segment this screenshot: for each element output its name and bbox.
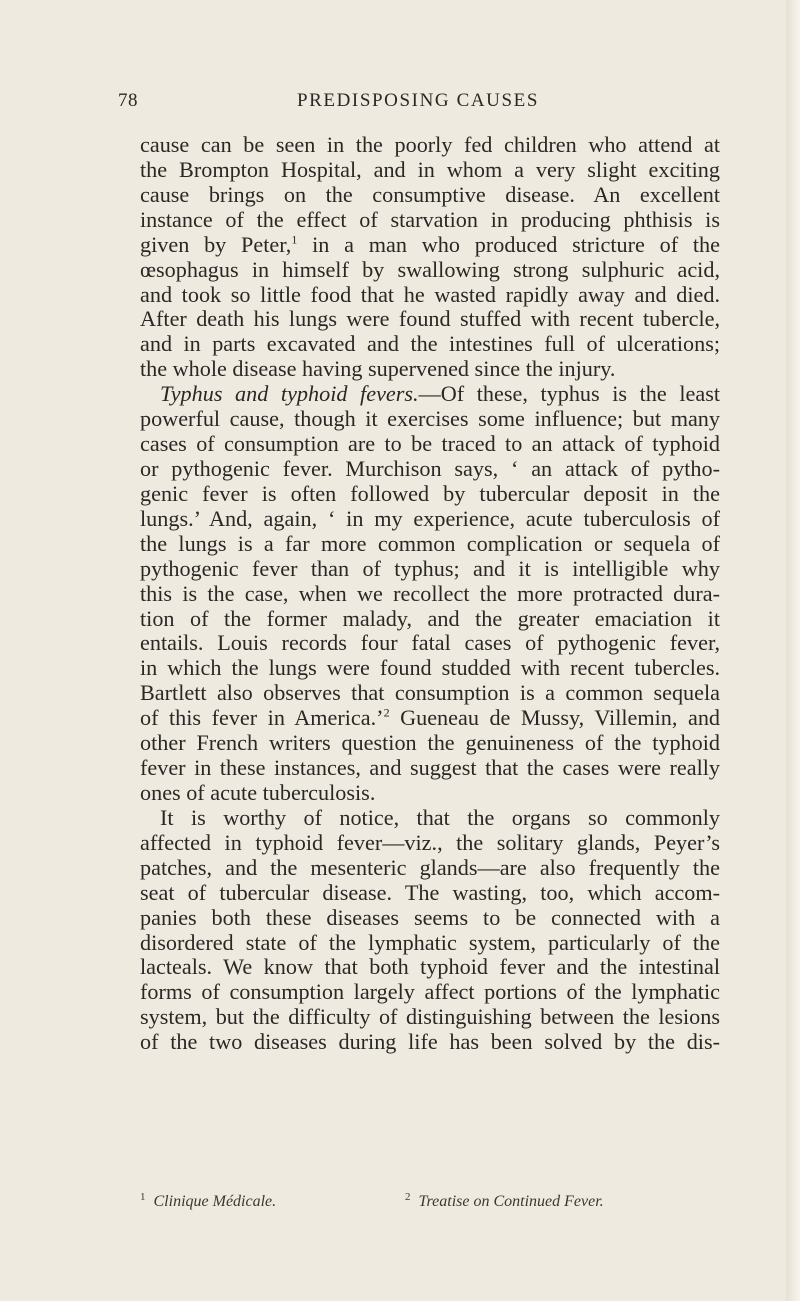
text-line: of the two diseases during life has been solved by the dis- [140, 1029, 720, 1055]
footnote [140, 1190, 277, 1211]
text-line: cause can be seen in the poorly fed children who attend at [140, 132, 720, 157]
text-segment: given by Peter, [140, 231, 292, 257]
text-line: in which the lungs were found studded with recent tubercles. [140, 655, 720, 681]
footnote-ref: 1 [291, 232, 298, 247]
text-line: affected in typhoid fever—viz., the solitary glands, Peyer’s [140, 829, 720, 855]
text-line: œsophagus in himself by swallowing strong sulphuric acid, [140, 256, 720, 282]
footnote-marker: 2 [405, 1190, 411, 1203]
text-segment: in a man who produced stricture of the [312, 231, 720, 257]
text-line: entails. Louis records four fatal cases of pythogenic fever, [140, 630, 720, 656]
text-line: and in parts excavated and the intestines full of ulcerations; [140, 331, 720, 357]
text-line: forms of consumption largely affect portions of the lymphatic [140, 979, 720, 1005]
text-line [140, 382, 720, 407]
text-line: lacteals. We know that both typhoid fever and the intestinal [140, 954, 720, 980]
text-line [140, 706, 720, 731]
text-line: patches, and the mesenteric glands—are also frequently the [140, 854, 720, 880]
text-line: this is the case, when we recollect the more protracted dura- [140, 580, 720, 606]
text-segment: of this fever in America.’ [140, 705, 384, 731]
page-number: 78 [118, 90, 138, 111]
text-line: fever in these instances, and suggest that the cases were really [140, 755, 720, 781]
page-edge [786, 0, 800, 1301]
text-line: the whole disease having supervened since the injury. [140, 356, 616, 382]
text-line [140, 233, 720, 258]
text-line: pythogenic fever than of typhus; and it is intelligible why [140, 555, 720, 581]
footnote-text: Treatise on Continued Fever. [418, 1193, 604, 1210]
text-line: tion of the former malady, and the greater emaciation it [140, 605, 720, 631]
text-segment: Gueneau de Mussy, Villemin, and [400, 705, 721, 731]
text-line: cases of consumption are to be traced to an attack of typhoid [140, 431, 720, 457]
body-text [140, 133, 720, 1055]
text-line: seat of tubercular disease. The wasting, too, which accom- [140, 879, 720, 905]
text-line: and took so little food that he wasted rapidly away and died. [140, 281, 720, 307]
text-line: the Brompton Hospital, and in whom a very slight exciting [140, 156, 720, 182]
page-header [118, 90, 718, 120]
text-line: the lungs is a far more common complication or sequela of [140, 530, 720, 556]
footnotes [140, 1190, 720, 1215]
text-line: system, but the difficulty of distinguishing between the lesions [140, 1004, 720, 1030]
text-line: panies both these diseases seems to be connected with a [140, 904, 720, 930]
text-line: powerful cause, though it exercises some influence; but many [140, 406, 720, 432]
footnote-ref: 2 [383, 705, 390, 720]
text-line: ones of acute tuberculosis. [140, 779, 376, 805]
text-line: or pythogenic fever. Murchison says, ‘ an attack of pytho- [140, 455, 720, 481]
footnote [405, 1190, 604, 1211]
text-line: Bartlett also observes that consumption is a common sequela [140, 680, 720, 706]
text-line: genic fever is often followed by tubercular deposit in the [140, 480, 720, 506]
text-line: other French writers question the genuineness of the typhoid [140, 730, 720, 756]
footnote-text: Clinique Médicale. [153, 1193, 277, 1210]
text-line: cause brings on the consumptive disease. An excellent [140, 181, 720, 207]
text-line: instance of the effect of starvation in producing phthisis is [140, 206, 720, 232]
footnote-marker: 1 [140, 1190, 146, 1203]
section-heading: Typhus and typhoid fevers. [160, 381, 419, 407]
text-line: lungs.’ And, again, ‘ in my experience, acute tuberculosis of [140, 505, 720, 531]
running-title: PREDISPOSING CAUSES [296, 90, 540, 111]
text-line: It is worthy of notice, that the organs so commonly [160, 804, 720, 830]
text-line: disordered state of the lymphatic system, particularly of the [140, 929, 720, 955]
text-segment: —Of these, typhus is the least [418, 381, 720, 407]
text-line: After death his lungs were found stuffed with recent tubercle, [140, 306, 720, 332]
